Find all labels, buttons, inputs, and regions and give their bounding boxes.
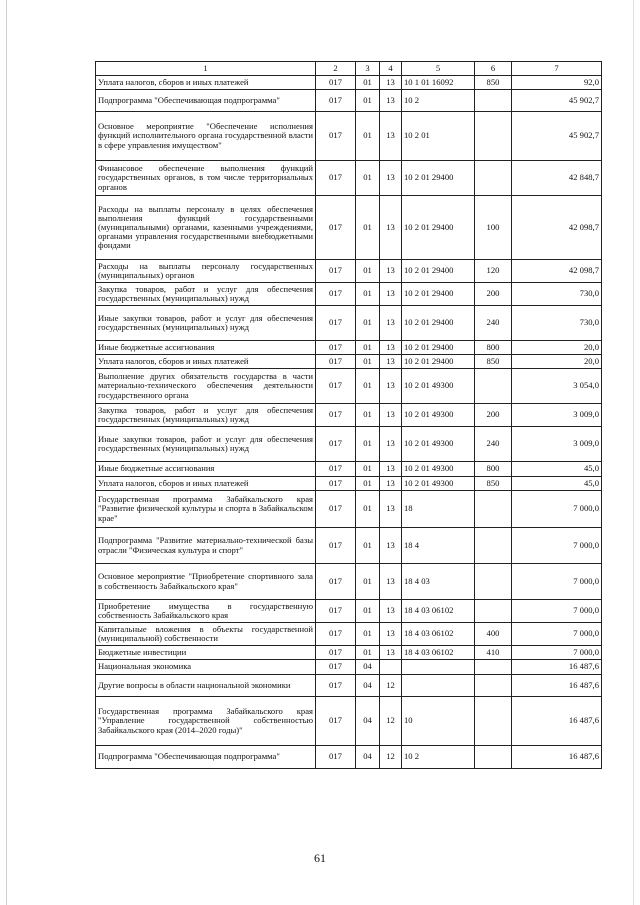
cell-row-name: Закупка товаров, работ и услуг для обеспечения государственных (муниципальных) нужд (96, 283, 316, 306)
cell-section-code: 01 (356, 90, 380, 112)
cell-section-code: 01 (356, 404, 380, 427)
cell-row-name: Национальная экономика (96, 660, 316, 675)
cell-amount: 730,0 (512, 306, 602, 341)
cell-section-code: 01 (356, 646, 380, 660)
cell-row-name: Уплата налогов, сборов и иных платежей (96, 355, 316, 369)
cell-section-code: 01 (356, 306, 380, 341)
cell-subsection-code: 13 (380, 76, 402, 90)
cell-admin-code: 017 (316, 90, 356, 112)
cell-admin-code: 017 (316, 600, 356, 623)
cell-row-name: Другие вопросы в области национальной экономики (96, 675, 316, 697)
column-header-4: 4 (380, 62, 402, 76)
cell-admin-code: 017 (316, 660, 356, 675)
cell-admin-code: 017 (316, 564, 356, 600)
cell-section-code: 04 (356, 697, 380, 746)
cell-row-name: Подпрограмма "Обеспечивающая подпрограмма" (96, 746, 316, 769)
cell-expense-type (475, 90, 512, 112)
cell-section-code: 01 (356, 491, 380, 528)
column-header-5: 5 (402, 62, 475, 76)
table-row (96, 355, 602, 369)
cell-section-code: 01 (356, 623, 380, 646)
cell-row-name: Подпрограмма "Развитие материально-технической базы отрасли "Физическая культура и спорт" (96, 528, 316, 564)
cell-section-code: 01 (356, 76, 380, 90)
cell-target-code: 18 4 03 06102 (402, 646, 475, 660)
page-number: 61 (314, 851, 326, 865)
table-row (96, 90, 602, 112)
cell-admin-code: 017 (316, 746, 356, 769)
cell-expense-type: 400 (475, 623, 512, 646)
cell-target-code: 18 4 03 (402, 564, 475, 600)
cell-section-code: 01 (356, 161, 380, 196)
cell-section-code: 01 (356, 283, 380, 306)
cell-expense-type (475, 491, 512, 528)
cell-target-code: 10 2 (402, 90, 475, 112)
table-row (96, 675, 602, 697)
table-row (96, 477, 602, 491)
cell-admin-code: 017 (316, 427, 356, 462)
column-header-3: 3 (356, 62, 380, 76)
cell-expense-type: 850 (475, 355, 512, 369)
cell-row-name: Государственная программа Забайкальского края "Управление государственной собственностью Забайкальского края (2014–2020 годы)" (96, 697, 316, 746)
cell-subsection-code: 12 (380, 697, 402, 746)
cell-admin-code: 017 (316, 369, 356, 404)
scan-edge-left (6, 0, 7, 905)
cell-target-code: 10 2 01 49300 (402, 477, 475, 491)
cell-section-code: 01 (356, 564, 380, 600)
cell-expense-type (475, 528, 512, 564)
table-row (96, 76, 602, 90)
table-row (96, 646, 602, 660)
cell-section-code: 01 (356, 600, 380, 623)
cell-target-code: 10 2 01 29400 (402, 260, 475, 283)
cell-subsection-code: 13 (380, 283, 402, 306)
cell-row-name: Иные закупки товаров, работ и услуг для обеспечения государственных (муниципальных) нужд (96, 427, 316, 462)
cell-subsection-code: 13 (380, 369, 402, 404)
cell-expense-type: 850 (475, 477, 512, 491)
cell-admin-code: 017 (316, 697, 356, 746)
cell-admin-code: 017 (316, 112, 356, 161)
cell-section-code: 01 (356, 477, 380, 491)
table-body (96, 76, 602, 769)
cell-admin-code: 017 (316, 283, 356, 306)
cell-section-code: 04 (356, 746, 380, 769)
table-row (96, 623, 602, 646)
cell-target-code: 10 1 01 16092 (402, 76, 475, 90)
cell-subsection-code: 13 (380, 491, 402, 528)
cell-subsection-code: 13 (380, 528, 402, 564)
cell-row-name: Основное мероприятие "Обеспечение исполнения функций исполнительного органа государственной власти в сфере управления имуществом" (96, 112, 316, 161)
cell-row-name: Расходы на выплаты персоналу в целях обеспечения выполнения функций государственными (муниципальными) органами, казенными учреждениями, органами управления государственными внебюджетными фондами (96, 196, 316, 260)
table-row (96, 697, 602, 746)
budget-table (95, 61, 602, 769)
cell-subsection-code: 13 (380, 600, 402, 623)
cell-target-code: 10 2 01 (402, 112, 475, 161)
cell-expense-type (475, 564, 512, 600)
cell-amount: 42 098,7 (512, 260, 602, 283)
table-row (96, 369, 602, 404)
cell-target-code: 10 2 01 29400 (402, 341, 475, 355)
table-row (96, 600, 602, 623)
cell-subsection-code: 13 (380, 477, 402, 491)
cell-amount: 20,0 (512, 355, 602, 369)
cell-amount: 45,0 (512, 462, 602, 477)
table-row (96, 161, 602, 196)
cell-section-code: 01 (356, 355, 380, 369)
table-header-row (96, 62, 602, 76)
cell-target-code: 18 4 03 06102 (402, 623, 475, 646)
cell-target-code: 10 2 01 29400 (402, 196, 475, 260)
cell-expense-type (475, 112, 512, 161)
cell-target-code: 10 2 01 29400 (402, 283, 475, 306)
cell-row-name: Уплата налогов, сборов и иных платежей (96, 477, 316, 491)
cell-section-code: 04 (356, 660, 380, 675)
cell-amount: 730,0 (512, 283, 602, 306)
cell-amount: 7 000,0 (512, 646, 602, 660)
cell-admin-code: 017 (316, 306, 356, 341)
cell-subsection-code: 12 (380, 675, 402, 697)
table-row (96, 564, 602, 600)
cell-amount: 3 054,0 (512, 369, 602, 404)
cell-expense-type: 120 (475, 260, 512, 283)
cell-section-code: 01 (356, 427, 380, 462)
column-header-7: 7 (512, 62, 602, 76)
cell-subsection-code: 13 (380, 623, 402, 646)
cell-row-name: Государственная программа Забайкальского края "Развитие физической культуры и спорта в Забайкальском крае" (96, 491, 316, 528)
cell-section-code: 04 (356, 675, 380, 697)
cell-subsection-code: 13 (380, 646, 402, 660)
cell-expense-type: 240 (475, 427, 512, 462)
cell-expense-type: 800 (475, 341, 512, 355)
cell-admin-code: 017 (316, 477, 356, 491)
cell-expense-type (475, 161, 512, 196)
cell-admin-code: 017 (316, 623, 356, 646)
cell-amount: 42 848,7 (512, 161, 602, 196)
cell-expense-type: 100 (475, 196, 512, 260)
cell-admin-code: 017 (316, 675, 356, 697)
cell-amount: 45,0 (512, 477, 602, 491)
cell-target-code: 10 2 01 29400 (402, 306, 475, 341)
cell-amount: 7 000,0 (512, 491, 602, 528)
cell-row-name: Расходы на выплаты персоналу государственных (муниципальных) органов (96, 260, 316, 283)
cell-target-code: 10 (402, 697, 475, 746)
cell-admin-code: 017 (316, 528, 356, 564)
table-row (96, 196, 602, 260)
table-row (96, 112, 602, 161)
cell-admin-code: 017 (316, 161, 356, 196)
cell-amount: 92,0 (512, 76, 602, 90)
column-header-1: 1 (96, 62, 316, 76)
cell-row-name: Финансовое обеспечение выполнения функций государственных органов, в том числе территориальных органов (96, 161, 316, 196)
cell-section-code: 01 (356, 196, 380, 260)
cell-expense-type (475, 369, 512, 404)
cell-subsection-code: 13 (380, 462, 402, 477)
cell-expense-type: 240 (475, 306, 512, 341)
table-row (96, 404, 602, 427)
cell-target-code: 10 2 (402, 746, 475, 769)
cell-amount: 3 009,0 (512, 427, 602, 462)
cell-target-code: 18 4 (402, 528, 475, 564)
cell-expense-type: 800 (475, 462, 512, 477)
cell-row-name: Уплата налогов, сборов и иных платежей (96, 76, 316, 90)
cell-subsection-code: 12 (380, 746, 402, 769)
cell-subsection-code: 13 (380, 404, 402, 427)
cell-target-code: 10 2 01 29400 (402, 161, 475, 196)
cell-row-name: Приобретение имущества в государственную собственность Забайкальского края (96, 600, 316, 623)
cell-section-code: 01 (356, 528, 380, 564)
table-row (96, 462, 602, 477)
table-row (96, 306, 602, 341)
cell-expense-type: 850 (475, 76, 512, 90)
table-row (96, 660, 602, 675)
cell-section-code: 01 (356, 369, 380, 404)
cell-target-code: 10 2 01 49300 (402, 427, 475, 462)
cell-section-code: 01 (356, 341, 380, 355)
cell-section-code: 01 (356, 462, 380, 477)
table-row (96, 528, 602, 564)
column-header-2: 2 (316, 62, 356, 76)
cell-amount: 3 009,0 (512, 404, 602, 427)
table-row (96, 746, 602, 769)
cell-amount: 20,0 (512, 341, 602, 355)
cell-expense-type (475, 600, 512, 623)
cell-expense-type (475, 660, 512, 675)
cell-amount: 45 902,7 (512, 112, 602, 161)
table-row (96, 427, 602, 462)
cell-row-name: Бюджетные инвестиции (96, 646, 316, 660)
cell-admin-code: 017 (316, 646, 356, 660)
cell-target-code: 10 2 01 29400 (402, 355, 475, 369)
cell-section-code: 01 (356, 260, 380, 283)
cell-subsection-code: 13 (380, 260, 402, 283)
cell-expense-type: 410 (475, 646, 512, 660)
cell-amount: 7 000,0 (512, 564, 602, 600)
cell-target-code: 10 2 01 49300 (402, 462, 475, 477)
cell-amount: 16 487,6 (512, 675, 602, 697)
cell-amount: 7 000,0 (512, 528, 602, 564)
column-header-6: 6 (475, 62, 512, 76)
cell-amount: 16 487,6 (512, 660, 602, 675)
cell-subsection-code: 13 (380, 355, 402, 369)
cell-expense-type (475, 697, 512, 746)
cell-target-code: 10 2 01 49300 (402, 404, 475, 427)
table-row (96, 260, 602, 283)
cell-subsection-code: 13 (380, 427, 402, 462)
cell-amount: 42 098,7 (512, 196, 602, 260)
cell-admin-code: 017 (316, 341, 356, 355)
cell-amount: 7 000,0 (512, 623, 602, 646)
cell-admin-code: 017 (316, 260, 356, 283)
cell-row-name: Основное мероприятие "Приобретение спортивного зала в собственность Забайкальского края" (96, 564, 316, 600)
cell-subsection-code: 13 (380, 90, 402, 112)
table-row (96, 491, 602, 528)
cell-row-name: Капитальные вложения в объекты государственной (муниципальной) собственности (96, 623, 316, 646)
cell-target-code (402, 660, 475, 675)
cell-target-code: 18 (402, 491, 475, 528)
cell-subsection-code: 13 (380, 341, 402, 355)
cell-row-name: Иные бюджетные ассигнования (96, 462, 316, 477)
cell-row-name: Закупка товаров, работ и услуг для обеспечения государственных (муниципальных) нужд (96, 404, 316, 427)
cell-admin-code: 017 (316, 491, 356, 528)
cell-amount: 7 000,0 (512, 600, 602, 623)
cell-admin-code: 017 (316, 355, 356, 369)
cell-subsection-code: 13 (380, 196, 402, 260)
cell-subsection-code: 13 (380, 306, 402, 341)
cell-amount: 16 487,6 (512, 697, 602, 746)
cell-row-name: Подпрограмма "Обеспечивающая подпрограмма" (96, 90, 316, 112)
cell-expense-type (475, 675, 512, 697)
cell-target-code (402, 675, 475, 697)
cell-admin-code: 017 (316, 76, 356, 90)
cell-expense-type: 200 (475, 283, 512, 306)
cell-expense-type: 200 (475, 404, 512, 427)
cell-target-code: 10 2 01 49300 (402, 369, 475, 404)
cell-subsection-code: 13 (380, 112, 402, 161)
cell-amount: 45 902,7 (512, 90, 602, 112)
cell-admin-code: 017 (316, 196, 356, 260)
cell-subsection-code: 13 (380, 564, 402, 600)
cell-expense-type (475, 746, 512, 769)
cell-subsection-code: 13 (380, 161, 402, 196)
table-row (96, 283, 602, 306)
cell-row-name: Иные закупки товаров, работ и услуг для обеспечения государственных (муниципальных) нужд (96, 306, 316, 341)
table-row (96, 341, 602, 355)
cell-subsection-code (380, 660, 402, 675)
cell-row-name: Иные бюджетные ассигнования (96, 341, 316, 355)
cell-section-code: 01 (356, 112, 380, 161)
cell-target-code: 18 4 03 06102 (402, 600, 475, 623)
cell-admin-code: 017 (316, 462, 356, 477)
cell-amount: 16 487,6 (512, 746, 602, 769)
scan-edge-right (633, 0, 634, 905)
cell-admin-code: 017 (316, 404, 356, 427)
cell-row-name: Выполнение других обязательств государства в части материально-технического обеспечения деятельности государственного органа (96, 369, 316, 404)
